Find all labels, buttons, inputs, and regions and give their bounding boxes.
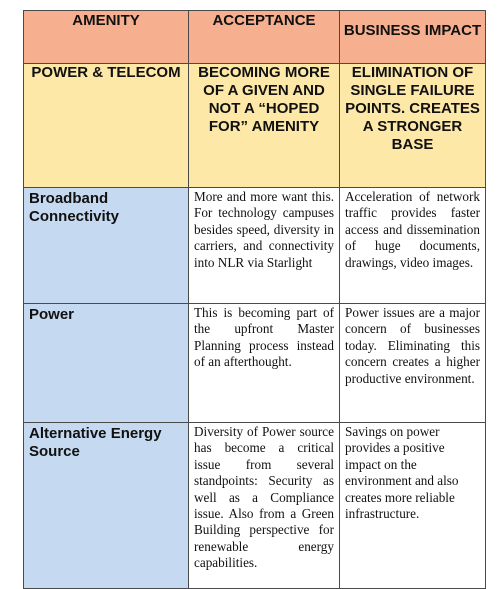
header-business-impact: BUSINESS IMPACT xyxy=(340,11,486,64)
subheader-row xyxy=(24,64,486,188)
row-acceptance: This is becoming part of the upfront Master Planning process instead of an afterthought. xyxy=(189,304,340,423)
subheader-impact: ELIMINATION OF SINGLE FAILURE POINTS. CREATES A STRONGER BASE xyxy=(340,64,486,188)
row-amenity: Broadband Connectivity xyxy=(24,188,189,304)
row-amenity: Power xyxy=(24,304,189,423)
header-row xyxy=(24,11,486,64)
row-amenity: Alternative Energy Source xyxy=(24,423,189,589)
row-acceptance: Diversity of Power source has become a critical issue from several standpoints: Security as well as a Compliance issue. Also from a Green Building perspective for renewable energy capabilities. xyxy=(189,423,340,589)
subheader-amenity: POWER & TELECOM xyxy=(24,64,189,188)
table-row xyxy=(24,188,486,304)
subheader-acceptance: BECOMING MORE OF A GIVEN AND NOT A “HOPED FOR” AMENITY xyxy=(189,64,340,188)
row-acceptance: More and more want this. For technology campuses besides speed, diversity in carriers, and connectivity into NLR via Starlight xyxy=(189,188,340,304)
header-amenity: AMENITY xyxy=(24,11,189,64)
row-impact: Savings on power provides a positive impact on the environment and also creates more reliable infrastructure. xyxy=(340,423,486,589)
header-acceptance: ACCEPTANCE xyxy=(189,11,340,64)
table-row xyxy=(24,304,486,423)
table-row xyxy=(24,423,486,589)
row-impact: Acceleration of network traffic provides faster access and dissemination of huge documents, drawings, video images. xyxy=(340,188,486,304)
amenity-table xyxy=(23,10,486,589)
row-impact: Power issues are a major concern of businesses today. Eliminating this concern creates a higher productive environment. xyxy=(340,304,486,423)
